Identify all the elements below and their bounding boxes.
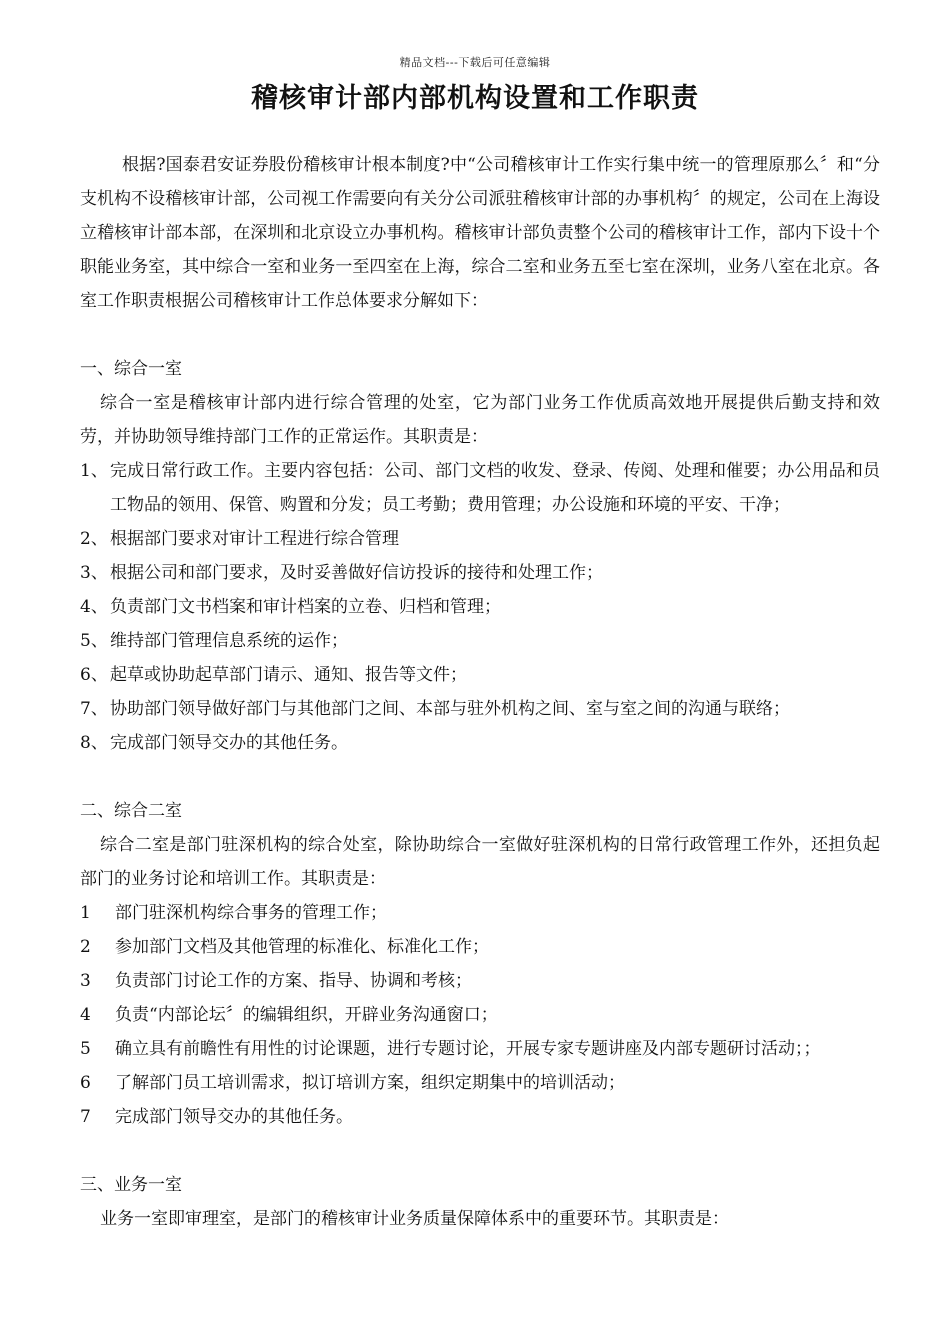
list-number: 4、 (80, 597, 108, 617)
list-text: 参加部门文档及其他管理的标准化、标准化工作； (115, 937, 489, 957)
list-number: 8、 (80, 733, 108, 753)
list-item (80, 658, 880, 692)
list-text: 维持部门管理信息系统的运作； (110, 631, 348, 651)
list-text: 完成日常行政工作。主要内容包括：公司、部门文档的收发、登录、传阅、处理和催要；办公用品和员工物品的领用、保管、购置和分发；员工考勤；费用管理；办公设施和环境的平安、干净； (110, 461, 880, 515)
list-item (80, 998, 880, 1032)
list-text: 了解部门员工培训需求，拟订培训方案，组织定期集中的培训活动； (115, 1073, 625, 1093)
list-item (80, 1032, 880, 1066)
list-text: 根据公司和部门要求，及时妥善做好信访投诉的接待和处理工作； (110, 563, 603, 583)
list-text: 协助部门领导做好部门与其他部门之间、本部与驻外机构之间、室与室之间的沟通与联络； (110, 699, 790, 719)
list-item (80, 590, 880, 624)
list-number: 1 (80, 903, 91, 923)
list-number: 5 (80, 1039, 91, 1059)
list-number: 6 (80, 1073, 91, 1093)
section-description: 业务一室即审理室，是部门的稽核审计业务质量保障体系中的重要环节。其职责是： (100, 1209, 729, 1229)
list-number: 3、 (80, 563, 108, 583)
list-number: 6、 (80, 665, 108, 685)
list-item (80, 964, 880, 998)
list-text: 起草或协助起草部门请示、通知、报告等文件； (110, 665, 467, 685)
list-item (80, 624, 880, 658)
list-number: 2 (80, 937, 91, 957)
list-number: 5、 (80, 631, 108, 651)
section-heading: 三、业务一室 (80, 1175, 182, 1195)
list-item (80, 522, 880, 556)
list-item (80, 896, 880, 930)
list-text: 负责“内部论坛〞的编辑组织，开辟业务沟通窗口； (115, 1005, 498, 1025)
list-text: 完成部门领导交办的其他任务。 (115, 1107, 353, 1127)
duty-list (80, 896, 880, 1134)
list-item (80, 726, 880, 760)
list-number: 4 (80, 1005, 91, 1025)
list-text: 部门驻深机构综合事务的管理工作； (115, 903, 387, 923)
document-body (80, 148, 880, 1236)
list-number: 2、 (80, 529, 108, 549)
section-description: 综合二室是部门驻深机构的综合处室，除协助综合一室做好驻深机构的日常行政管理工作外，还担负起部门的业务讨论和培训工作。其职责是： (80, 835, 880, 889)
list-text: 负责部门讨论工作的方案、指导、协调和考核； (115, 971, 472, 991)
list-number: 7 (80, 1107, 91, 1127)
list-item (80, 556, 880, 590)
list-text: 完成部门领导交办的其他任务。 (110, 733, 348, 753)
list-item (80, 692, 880, 726)
list-text: 负责部门文书档案和审计档案的立卷、归档和管理； (110, 597, 501, 617)
list-number: 7、 (80, 699, 108, 719)
list-text: 根据部门要求对审计工程进行综合管理 (110, 529, 399, 549)
section-heading: 二、综合二室 (80, 801, 182, 821)
list-item (80, 930, 880, 964)
duty-list (80, 454, 880, 760)
list-number: 3 (80, 971, 91, 991)
list-item (80, 1066, 880, 1100)
list-text: 确立具有前瞻性有用性的讨论课题，进行专题讨论，开展专家专题讲座及内部专题研讨活动；； (115, 1039, 821, 1059)
list-number: 1、 (80, 461, 108, 481)
intro-paragraph: 根据?国泰君安证券股份稽核审计根本制度?中“公司稽核审计工作实行集中统一的管理原那么〞和“分支机构不设稽核审计部，公司视工作需要向有关分公司派驻稽核审计部的办事机构〞的规定，公司在上海设立稽核审计部本部，在深圳和北京设立办事机构。稽核审计部负责整个公司的稽核审计工作，部内下设十个职能业务室，其中综合一室和业务一至四室在上海，综合二室和业务五至七室在深圳，业务八室在北京。各室工作职责根据公司稽核审计工作总体要求分解如下： (80, 155, 880, 311)
header-note: 精品文档---下载后可任意编辑 (399, 56, 551, 69)
document-title: 稽核审计部内部机构设置和工作职责 (251, 83, 699, 114)
section-heading: 一、综合一室 (80, 359, 182, 379)
list-item (80, 454, 880, 522)
list-item (80, 1100, 880, 1134)
section-description: 综合一室是稽核审计部内进行综合管理的处室，它为部门业务工作优质高效地开展提供后勤支持和效劳，并协助领导维持部门工作的正常运作。其职责是： (80, 393, 880, 447)
